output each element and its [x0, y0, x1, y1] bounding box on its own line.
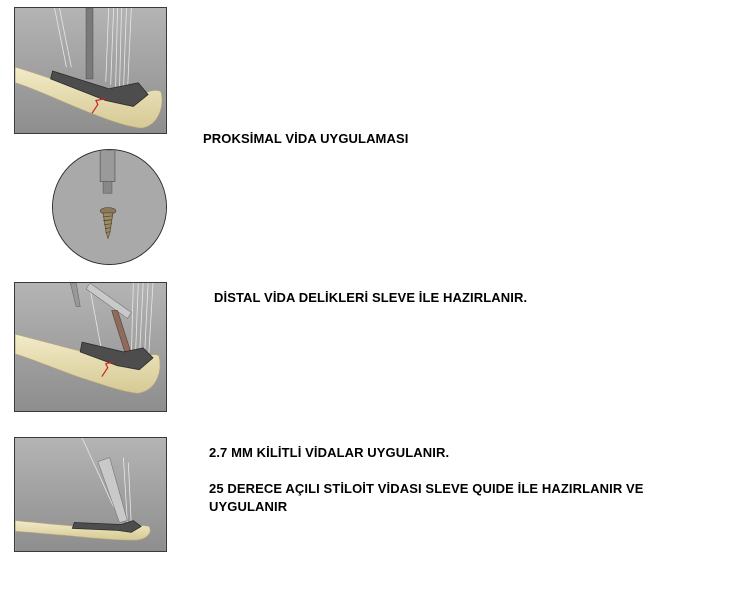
step3-illustration	[14, 437, 167, 552]
screw-detail-image	[53, 150, 166, 264]
step1-screw-detail	[52, 149, 167, 265]
step3-caption-line2: 25 DERECE AÇILI STİLOİT VİDASI SLEVE QUIDE İLE HAZIRLANIR VE UYGULANIR	[209, 481, 644, 514]
step1-illustration	[14, 7, 167, 134]
step3-caption-line1: 2.7 MM KİLİTLİ VİDALAR UYGULANIR.	[209, 445, 450, 460]
bone-plate-screwdriver-image	[15, 8, 166, 133]
step1-caption: PROKSİMAL VİDA UYGULAMASI	[203, 131, 409, 146]
sleeve-drilling-image	[15, 283, 166, 411]
step2-illustration	[14, 282, 167, 412]
locking-screws-image	[15, 438, 166, 551]
step2-caption: DİSTAL VİDA DELİKLERİ SLEVE İLE HAZIRLANIR.	[214, 290, 528, 305]
